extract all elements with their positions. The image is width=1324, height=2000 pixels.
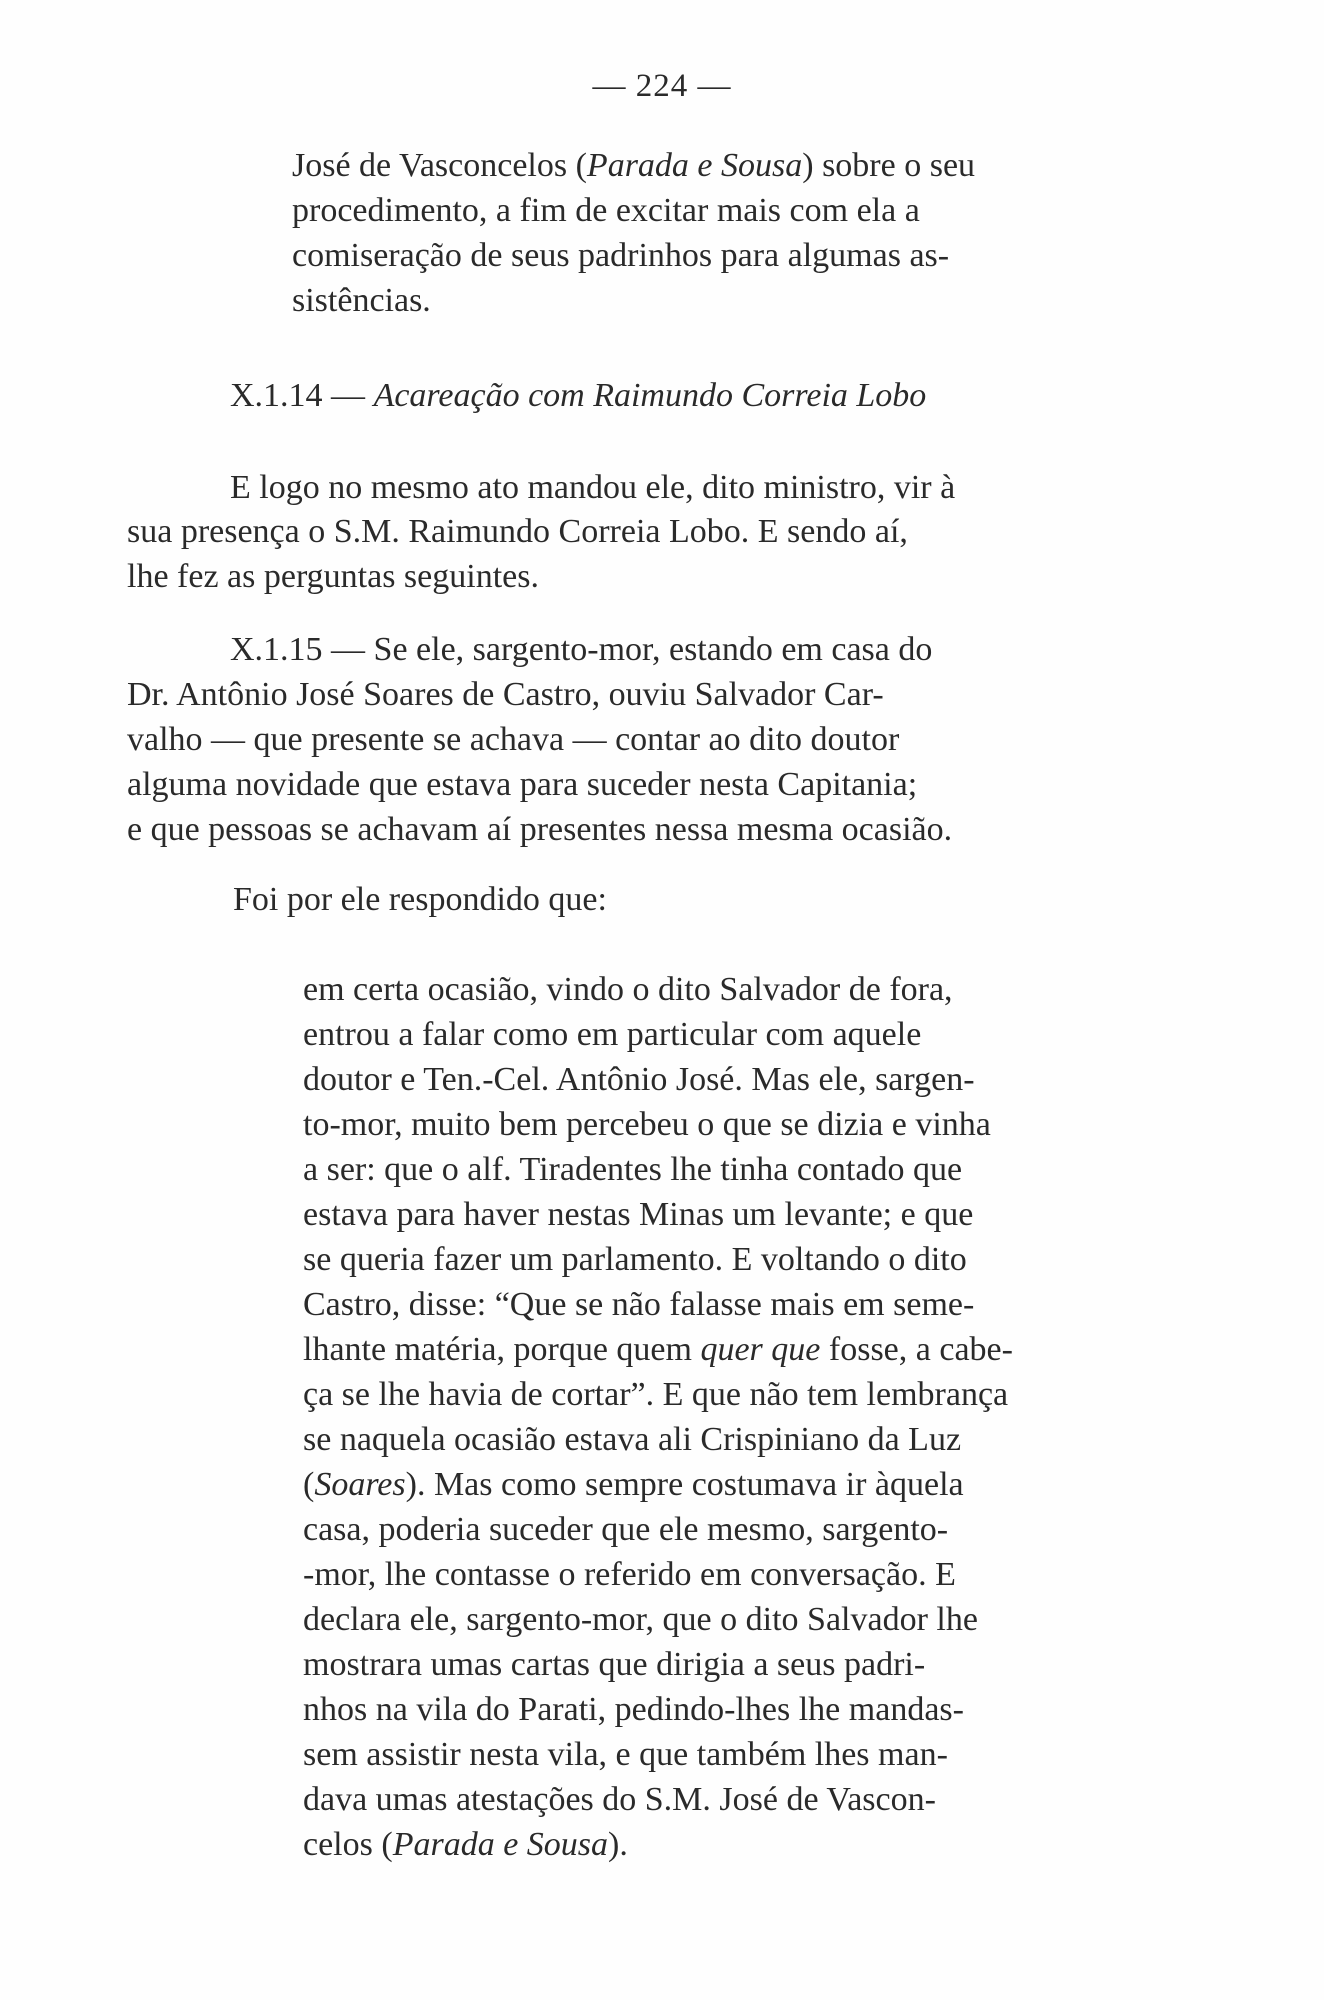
quote-line: declara ele, sargento-mor, que o dito Salvador lhe — [303, 1601, 978, 1638]
paragraph-line: E logo no mesmo ato mandou ele, dito ministro, vir à — [230, 469, 956, 506]
paragraph-line: procedimento, a fim de excitar mais com ela a — [292, 192, 920, 229]
paragraph-line: e que pessoas se achavam aí presentes nessa mesma ocasião. — [127, 811, 953, 848]
quote-line: Castro, disse: “Que se não falasse mais em seme- — [303, 1286, 975, 1323]
paragraph-line: comiseração de seus padrinhos para algumas as- — [292, 237, 950, 274]
paragraph-line: Dr. Antônio José Soares de Castro, ouviu Salvador Car- — [127, 676, 884, 713]
page-number: — 224 — — [592, 68, 732, 104]
section-heading-14 — [230, 374, 926, 418]
quote-line: mostrara umas cartas que dirigia a seus padri- — [303, 1646, 926, 1683]
quote-line: celos (Parada e Sousa). — [303, 1826, 628, 1863]
quote-line: nhos na vila do Parati, pedindo-lhes lhe mandas- — [303, 1691, 964, 1728]
quote-line: estava para haver nestas Minas um levante; e que — [303, 1196, 974, 1233]
quote-line: se naquela ocasião estava ali Crispiniano da Luz — [303, 1421, 962, 1458]
quote-line: -mor, lhe contasse o referido em conversação. E — [303, 1556, 956, 1593]
paragraph-line: valho — que presente se achava — contar ao dito doutor — [127, 721, 900, 758]
quote-line: a ser: que o alf. Tiradentes lhe tinha contado que — [303, 1151, 963, 1188]
quote-line: dava umas atestações do S.M. José de Vascon- — [303, 1781, 936, 1818]
section-title: Acareação com Raimundo Correia Lobo — [373, 377, 927, 414]
quote-line: ça se lhe havia de cortar”. E que não tem lembrança — [303, 1376, 1009, 1413]
section-15-line: X.1.15 — Se ele, sargento-mor, estando em casa do — [230, 631, 933, 668]
quote-line: sem assistir nesta vila, e que também lhes man- — [303, 1736, 948, 1773]
quote-line: em certa ocasião, vindo o dito Salvador de fora, — [303, 971, 953, 1008]
quote-line: doutor e Ten.-Cel. Antônio José. Mas ele, sargen- — [303, 1061, 975, 1098]
quote-line: (Soares). Mas como sempre costumava ir àquela — [303, 1466, 964, 1503]
quote-line: entrou a falar como em particular com aquele — [303, 1016, 922, 1053]
paragraph-line: sistências. — [292, 282, 431, 319]
section-number: X.1.14 — — [230, 377, 366, 414]
answer-intro: Foi por ele respondido que: — [233, 881, 607, 918]
quote-line: se queria fazer um parlamento. E voltando o dito — [303, 1241, 967, 1278]
paragraph-line: sua presença o S.M. Raimundo Correia Lobo. E sendo aí, — [127, 513, 908, 550]
quote-line: to-mor, muito bem percebeu o que se dizia e vinha — [303, 1106, 991, 1143]
paragraph-line: José de Vasconcelos (Parada e Sousa) sobre o seu — [292, 147, 976, 184]
quote-line: casa, poderia suceder que ele mesmo, sargento- — [303, 1511, 949, 1548]
paragraph-line: lhe fez as perguntas seguintes. — [127, 558, 539, 595]
paragraph-line: alguma novidade que estava para suceder nesta Capitania; — [127, 766, 918, 803]
quote-line: lhante matéria, porque quem quer que fosse, a cabe- — [303, 1331, 1013, 1368]
